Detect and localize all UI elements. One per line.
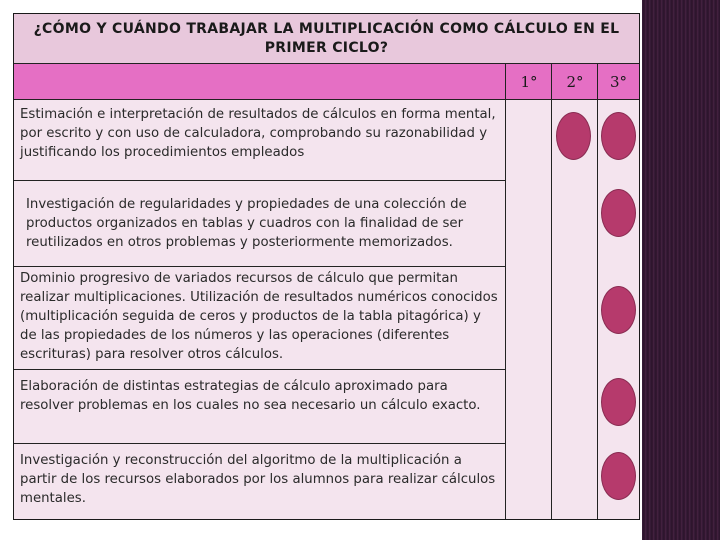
column-divider bbox=[597, 64, 598, 519]
row-5-grade-3-mark bbox=[601, 452, 636, 500]
row-divider bbox=[14, 369, 505, 370]
grade-3-header: 3° bbox=[609, 73, 628, 91]
row-divider bbox=[14, 266, 505, 267]
row-2-grade-3-mark bbox=[601, 189, 636, 237]
table-title: ¿CÓMO Y CUÁNDO TRABAJAR LA MULTIPLICACIÓN COMO CÁLCULO EN EL PRIMER CICLO? bbox=[14, 14, 639, 64]
table-row-1-text: Estimación e interpretación de resultados de cálculos en forma mental, por escrito y con uso de calculadora, comprobando su razonabilidad y justificando los procedimientos empleados bbox=[20, 107, 496, 160]
column-divider bbox=[551, 64, 552, 519]
table-row-5-text: Investigación y reconstrucción del algoritmo de la multiplicación a partir de los recursos elaborados por los alumnos para realizar cálculos mentales. bbox=[20, 453, 496, 506]
table-row-4-text: Elaboración de distintas estrategias de cálculo aproximado para resolver problemas en los cuales no sea necesario un cálculo exacto. bbox=[20, 379, 481, 413]
table-row-3-text: Dominio progresivo de variados recursos de cálculo que permitan realizar multiplicaciones. Utilización de resultados numéricos conocidos (multiplicación seguida de ceros y productos de la tabla pitagórica) y de las propiedades de los números y las operaciones (diferentes escrituras) para resolver otros cálculos. bbox=[20, 271, 498, 362]
row-1-grade-2-mark bbox=[556, 112, 591, 160]
grade-2-header: 2° bbox=[566, 73, 584, 91]
column-divider bbox=[505, 64, 506, 519]
row-4-grade-3-mark bbox=[601, 378, 636, 426]
row-3-grade-3-mark bbox=[601, 286, 636, 334]
table-row-2-text: Investigación de regularidades y propiedades de una colección de productos organizados en tablas y cuadros con la finalidad de ser reutilizados en otros problemas y posteriormente memorizados. bbox=[26, 197, 467, 250]
row-1-grade-3-mark bbox=[601, 112, 636, 160]
row-divider bbox=[14, 180, 505, 181]
grade-1-header: 1° bbox=[520, 73, 538, 91]
curriculum-table bbox=[13, 13, 640, 520]
decorative-sidebar bbox=[642, 0, 720, 540]
row-divider bbox=[14, 443, 505, 444]
grade-header-row bbox=[14, 64, 639, 100]
